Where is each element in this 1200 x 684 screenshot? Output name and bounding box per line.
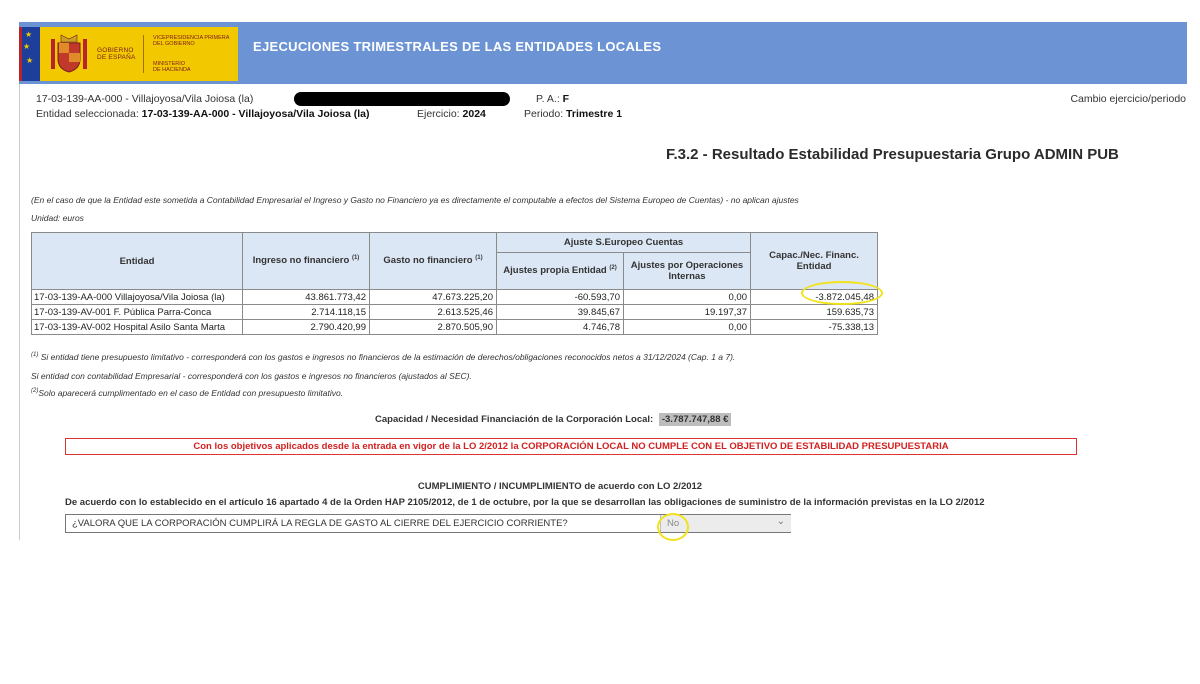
col-gasto: Gasto no financiero $^{(1)}$: [370, 233, 497, 290]
cell-entidad: 17-03-139-AV-002 Hospital Asilo Santa Marta: [32, 320, 243, 335]
logo-gobierno-text: GOBIERNO DE ESPAÑA: [97, 47, 136, 61]
cell-ajustes-operaciones: 19.197,37: [624, 305, 751, 320]
cumplimiento-title: CUMPLIMIENTO / INCUMPLIMIENTO de acuerdo con LO 2/2012: [417, 481, 703, 492]
highlight-circle: [657, 513, 689, 541]
redacted-region: [294, 92, 510, 106]
col-capac: Capac./Nec. Financ. Entidad: [751, 233, 878, 290]
col-ingreso: Ingreso no financiero $^{(1)}$: [243, 233, 370, 290]
footnote-2: $^{(2)}$Solo aparecerá cumplimentado en el caso de Entidad con presupuesto limitativo.: [31, 388, 344, 398]
cell-ingreso: 43.861.773,42: [243, 290, 370, 305]
cell-gasto: 47.673.225,20: [370, 290, 497, 305]
ejercicio-label: Ejercicio:: [417, 108, 460, 120]
periodo-label: Periodo:: [524, 108, 564, 120]
resultado-table: [31, 232, 878, 335]
page-title: F.3.2 - Resultado Estabilidad Presupuestaria Grupo ADMIN PUB: [666, 146, 1119, 163]
page-left-border: [19, 84, 20, 540]
cell-entidad: 17-03-139-AA-000 Villajoyosa/Vila Joiosa (la): [32, 290, 243, 305]
intro-note: (En el caso de que la Entidad este sometida a Contabilidad Empresarial el Ingreso y Gasto no Financiero ya es directamente el computable a efectos del Sistema Europeo de Cuentas) - no aplican ajustes: [31, 195, 799, 205]
table-row: [32, 320, 878, 335]
cell-capac: -3.872.045,48: [751, 290, 878, 305]
entity-code: 17-03-139-AA-000 - Villajoyosa/Vila Joiosa (la): [36, 93, 254, 105]
capacidad-summary: [375, 414, 731, 425]
periodo-value: Trimestre 1: [566, 108, 623, 120]
incumplimiento-alert: Con los objetivos aplicados desde la entrada en vigor de la LO 2/2012 la CORPORACIÓN LOCAL NO CUMPLE CON EL OBJETIVO DE ESTABILIDAD PRESUPUESTARIA: [65, 438, 1077, 455]
footnote-1: $^{(1)}$ Si entidad tiene presupuesto limitativo - corresponderá con los gastos e ingresos no financieros de la estimación de derechos/obligaciones reconocidos netos a 31/12/2024 (Cap. 1 a 7).: [31, 352, 736, 362]
cell-ajustes-propia: -60.593,70: [497, 290, 624, 305]
ejercicio-field: [417, 108, 486, 120]
footnote-1b: Si entidad con contabilidad Empresarial - corresponderá con los gastos e ingresos no financieros (ajustados al SEC).: [31, 371, 472, 381]
selected-entity-value: 17-03-139-AA-000 - Villajoyosa/Vila Joiosa (la): [141, 108, 370, 120]
capacidad-value: -3.787.747,88 €: [659, 413, 732, 426]
logo-ministerio-text: MINISTERIO DE HACIENDA: [153, 61, 191, 73]
question-text: ¿VALORA QUE LA CORPORACIÓN CUMPLIRÁ LA REGLA DE GASTO AL CIERRE DEL EJERCICIO CORRIENTE?: [72, 518, 568, 529]
table-row: [32, 305, 878, 320]
cell-ajustes-propia: 39.845,67: [497, 305, 624, 320]
coat-of-arms-icon: [49, 33, 89, 75]
app-title: EJECUCIONES TRIMESTRALES DE LAS ENTIDADES LOCALES: [253, 39, 662, 54]
eu-flag-icon: ★ ★ ★: [22, 27, 40, 81]
selected-entity: [36, 108, 369, 120]
gobierno-logo: [19, 27, 238, 81]
pa-value: F: [562, 93, 570, 105]
cell-gasto: 2.870.505,90: [370, 320, 497, 335]
chevron-down-icon: ⌄: [776, 516, 785, 527]
cell-gasto: 2.613.525,46: [370, 305, 497, 320]
cambio-ejercicio-link[interactable]: Cambio ejercicio/periodo: [1070, 93, 1186, 105]
col-ajustes-operaciones: Ajustes por Operaciones Internas: [624, 253, 751, 290]
logo-vicepresidencia-text: VICEPRESIDENCIA PRIMERA DEL GOBIERNO: [153, 35, 230, 47]
cell-entidad: 17-03-139-AV-001 F. Pública Parra-Conca: [32, 305, 243, 320]
cell-ajustes-operaciones: 0,00: [624, 290, 751, 305]
highlight-circle: [801, 281, 883, 305]
cell-ingreso: 2.714.118,15: [243, 305, 370, 320]
select-value: No: [667, 518, 680, 529]
cell-ingreso: 2.790.420,99: [243, 320, 370, 335]
pa-field: [536, 93, 569, 105]
cell-ajustes-operaciones: 0,00: [624, 320, 751, 335]
capacidad-label: Capacidad / Necesidad Financiación de la Corporación Local:: [375, 414, 654, 425]
periodo-field: [524, 108, 622, 120]
table-row: [32, 290, 878, 305]
col-entidad: Entidad: [32, 233, 243, 290]
ejercicio-value: 2024: [462, 108, 486, 120]
cell-ajustes-propia: 4.746,78: [497, 320, 624, 335]
col-ajustes-propia: Ajustes propia Entidad $^{(2)}$: [497, 253, 624, 290]
col-ajuste-group: Ajuste S.Europeo Cuentas: [497, 233, 751, 253]
pa-label: P. A.:: [536, 93, 560, 105]
acuerdo-text: De acuerdo con lo establecido en el artículo 16 apartado 4 de la Orden HAP 2105/2012, de 1 de octubre, por la que se desarrollan las obligaciones de suministro de la información previstas en la LO 2/2012: [65, 497, 985, 508]
cell-capac: 159.635,73: [751, 305, 878, 320]
cell-capac: -75.338,13: [751, 320, 878, 335]
unidad-note: Unidad: euros: [31, 213, 84, 223]
selected-entity-label: Entidad seleccionada:: [36, 108, 139, 120]
app-header: [19, 22, 1187, 84]
